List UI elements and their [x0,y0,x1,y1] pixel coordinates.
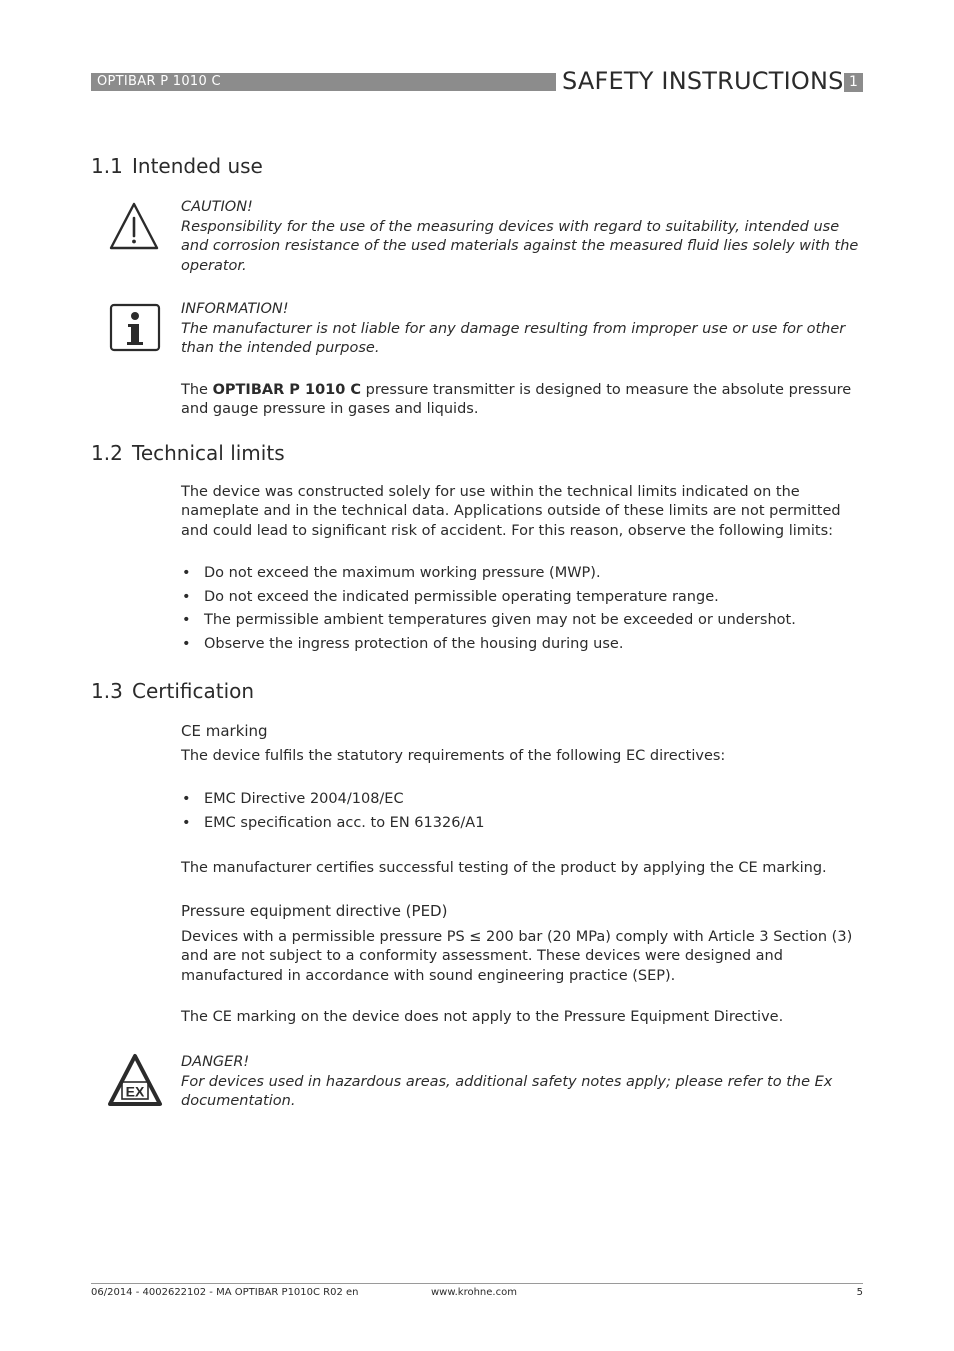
list-item: • Do not exceed the maximum working pressure (MWP). [181,564,796,588]
header-product-name: OPTIBAR P 1010 C [97,74,221,89]
section-number: 1.2 [91,441,123,465]
section-title: Technical limits [132,441,285,465]
section-heading-intended-use [91,153,263,179]
ce-marking-outro: The manufacturer certifies successful testing of the product by applying the CE marking. [181,860,827,876]
ce-directives-list [181,790,484,837]
section-title: Intended use [132,154,263,178]
section-heading-technical-limits [91,440,285,466]
ce-marking-intro: The device fulfils the statutory requirements of the following EC directives: [181,748,726,764]
list-item: • Do not exceed the indicated permissible operating temperature range. [181,588,796,612]
ce-marking-heading: CE marking [181,722,268,740]
footer-divider [91,1283,863,1284]
technical-limits-list [181,564,796,658]
section-number: 1.3 [91,679,123,703]
list-item: • EMC Directive 2004/108/EC [181,790,484,814]
danger-label: DANGER! [181,1054,250,1070]
section-title: Certification [132,679,255,703]
footer-website: www.krohne.com [431,1287,517,1298]
intended-use-prefix: The [181,382,213,398]
section-number: 1.1 [91,154,123,178]
intended-use-suffix: pressure transmitter is designed to measure the absolute pressure and gauge pressure in gases and liquids. [181,382,852,418]
ped-heading: Pressure equipment directive (PED) [181,902,448,920]
danger-text: For devices used in hazardous areas, additional safety notes apply; please refer to the Ex documentation. [181,1074,833,1110]
ex-icon-text: EX [125,1083,145,1100]
technical-limits-intro: The device was constructed solely for use within the technical limits indicated on the nameplate and in the technical data. Applications outside of these limits are not permitted and could lead to significant risk of accident. For this reason, observe the following limits: [181,484,841,539]
information-icon [108,303,164,357]
header-chapter-title: SAFETY INSTRUCTIONS [562,67,844,95]
footer-document-info: 06/2014 - 4002622102 - MA OPTIBAR P1010C R02 en [91,1287,359,1298]
ped-paragraph-1: Devices with a permissible pressure PS ≤ 200 bar (20 MPa) comply with Article 3 Section (3) and are not subject to a conformity assessment. These devices were designed and manufactured in accordance with sound engineering practice (SEP). [181,929,853,984]
footer-page-number: 5 [856,1287,863,1298]
intended-use-paragraph [181,381,866,420]
list-item: • Observe the ingress protection of the housing during use. [181,635,796,659]
section-heading-certification [91,678,254,704]
product-name-highlight: OPTIBAR P 1010 C [212,382,362,398]
information-label: INFORMATION! [181,301,289,317]
ex-hazard-icon [108,1053,164,1111]
warning-triangle-icon [108,201,160,255]
caution-text: Responsibility for the use of the measuring devices with regard to suitability, intended use and corrosion resistance of the used materials against the measured fluid lies solely with the operator. [181,219,859,274]
caution-label: CAUTION! [181,199,253,215]
header-chapter-number: 1 [844,73,863,92]
list-item: • The permissible ambient temperatures given may not be exceeded or undershot. [181,611,796,635]
ped-paragraph-2: The CE marking on the device does not apply to the Pressure Equipment Directive. [181,1009,784,1025]
list-item: • EMC specification acc. to EN 61326/A1 [181,814,484,838]
information-text: The manufacturer is not liable for any damage resulting from improper use or use for other than the intended purpose. [181,321,846,357]
